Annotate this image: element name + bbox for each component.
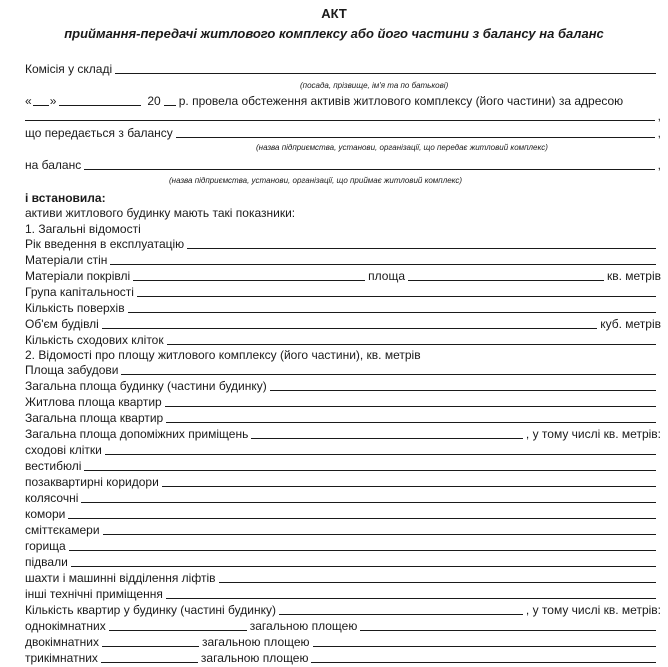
built-area-line: Площа забудови bbox=[25, 363, 659, 377]
roof-materials-field[interactable] bbox=[133, 279, 365, 281]
basements-line: підвали bbox=[25, 555, 659, 569]
garbage-rooms-line: сміттєкамери bbox=[25, 523, 659, 537]
wall-materials-line: Матеріали стін bbox=[25, 253, 659, 267]
established-intro: активи житлового будинку мають такі показники: bbox=[25, 206, 296, 220]
three-room-line: трикімнатних загальною площею bbox=[25, 651, 659, 665]
from-balance-caption: (назва підприємства, установи, організації, що передає житловий комплекс) bbox=[256, 143, 548, 152]
shafts-line: шахти і машинні відділення ліфтів bbox=[25, 571, 659, 585]
stairwells-field[interactable] bbox=[167, 343, 656, 345]
storerooms-field[interactable] bbox=[68, 517, 656, 519]
built-area-field[interactable] bbox=[121, 373, 656, 375]
address-line: , bbox=[25, 109, 661, 123]
shafts-field[interactable] bbox=[219, 581, 657, 583]
day-field[interactable] bbox=[33, 104, 49, 106]
date-line: « » 20 р. провела обстеження активів житлового комплексу (його частини) за адресою bbox=[25, 94, 624, 108]
capital-group-field[interactable] bbox=[137, 295, 656, 297]
attic-field[interactable] bbox=[69, 549, 656, 551]
established-heading: і встановила: bbox=[25, 191, 106, 205]
one-room-count-field[interactable] bbox=[109, 629, 247, 631]
technical-rooms-field[interactable] bbox=[166, 597, 656, 599]
document-title: АКТ bbox=[321, 6, 347, 21]
corridors-line: позаквартирні коридори bbox=[25, 475, 659, 489]
commission-line bbox=[25, 62, 659, 76]
three-room-count-field[interactable] bbox=[101, 661, 198, 663]
auxiliary-area-line: Загальна площа допоміжних приміщень , у тому числі кв. метрів: bbox=[25, 427, 661, 441]
vestibules-field[interactable] bbox=[84, 469, 656, 471]
total-apartment-area-line: Загальна площа квартир bbox=[25, 411, 659, 425]
floors-line: Кількість поверхів bbox=[25, 301, 659, 315]
halls-field[interactable] bbox=[81, 501, 656, 503]
total-building-area-line: Загальна площа будинку (частини будинку) bbox=[25, 379, 659, 393]
basements-field[interactable] bbox=[71, 565, 656, 567]
garbage-rooms-field[interactable] bbox=[103, 533, 656, 535]
to-balance-label: на баланс bbox=[25, 158, 82, 172]
to-balance-field[interactable] bbox=[84, 168, 654, 170]
two-room-area-field[interactable] bbox=[313, 645, 656, 647]
to-balance-caption: (назва підприємства, установи, організації, що приймає житловий комплекс) bbox=[169, 176, 463, 185]
volume-line: Об'єм будівлі куб. метрів bbox=[25, 317, 661, 331]
document-subtitle: приймання-передачі житлового комплексу або його частини з балансу на баланс bbox=[64, 26, 604, 41]
staircases-line: сходові клітки bbox=[25, 443, 659, 457]
three-room-area-field[interactable] bbox=[311, 661, 656, 663]
two-room-count-field[interactable] bbox=[102, 645, 199, 647]
commission-label: Комісія у складі bbox=[25, 62, 113, 76]
apartment-count-line: Кількість квартир у будинку (частині будинку) , у тому числі кв. метрів: bbox=[25, 603, 661, 617]
apartment-count-field[interactable] bbox=[279, 613, 523, 615]
roof-area-field[interactable] bbox=[408, 279, 604, 281]
year-field[interactable] bbox=[164, 104, 176, 106]
volume-field[interactable] bbox=[102, 327, 597, 329]
from-balance-field[interactable] bbox=[176, 136, 655, 138]
vestibules-line: вестибюлі bbox=[25, 459, 659, 473]
total-apartment-area-field[interactable] bbox=[166, 421, 656, 423]
living-area-field[interactable] bbox=[165, 405, 656, 407]
from-balance-line: що передається з балансу , bbox=[25, 126, 661, 140]
technical-rooms-line: інші технічні приміщення bbox=[25, 587, 659, 601]
wall-materials-field[interactable] bbox=[110, 263, 656, 265]
auxiliary-area-field[interactable] bbox=[251, 437, 523, 439]
year-prefix: 20 bbox=[147, 94, 161, 108]
commissioning-year-line: Рік введення в експлуатацію bbox=[25, 237, 659, 251]
section1-title: 1. Загальні відомості bbox=[25, 222, 141, 236]
to-balance-line: на баланс , bbox=[25, 158, 661, 172]
floors-field[interactable] bbox=[128, 311, 656, 313]
address-field[interactable] bbox=[25, 119, 655, 121]
total-building-area-field[interactable] bbox=[270, 389, 656, 391]
from-balance-label: що передається з балансу bbox=[25, 126, 173, 140]
roof-materials-line: Матеріали покрівлі площа кв. метрів bbox=[25, 269, 661, 283]
living-area-line: Житлова площа квартир bbox=[25, 395, 659, 409]
section2-title: 2. Відомості про площу житлового комплексу (його частини), кв. метрів bbox=[25, 348, 421, 362]
month-field[interactable] bbox=[59, 104, 141, 106]
one-room-area-field[interactable] bbox=[360, 629, 656, 631]
corridors-field[interactable] bbox=[162, 485, 656, 487]
halls-line: колясочні bbox=[25, 491, 659, 505]
capital-group-line: Група капітальності bbox=[25, 285, 659, 299]
commission-caption: (посада, прізвище, ім'я та по батькові) bbox=[300, 81, 449, 90]
storerooms-line: комори bbox=[25, 507, 659, 521]
commissioning-year-field[interactable] bbox=[187, 247, 656, 249]
staircases-field[interactable] bbox=[105, 453, 656, 455]
one-room-line: однокімнатних загальною площею bbox=[25, 619, 659, 633]
commission-field[interactable] bbox=[115, 72, 656, 74]
attic-line: горища bbox=[25, 539, 659, 553]
two-room-line: двокімнатних загальною площею bbox=[25, 635, 659, 649]
stairwells-line: Кількість сходових кліток bbox=[25, 333, 659, 347]
date-line-text: р. провела обстеження активів житлового комплексу (його частини) за адресою bbox=[178, 94, 624, 108]
